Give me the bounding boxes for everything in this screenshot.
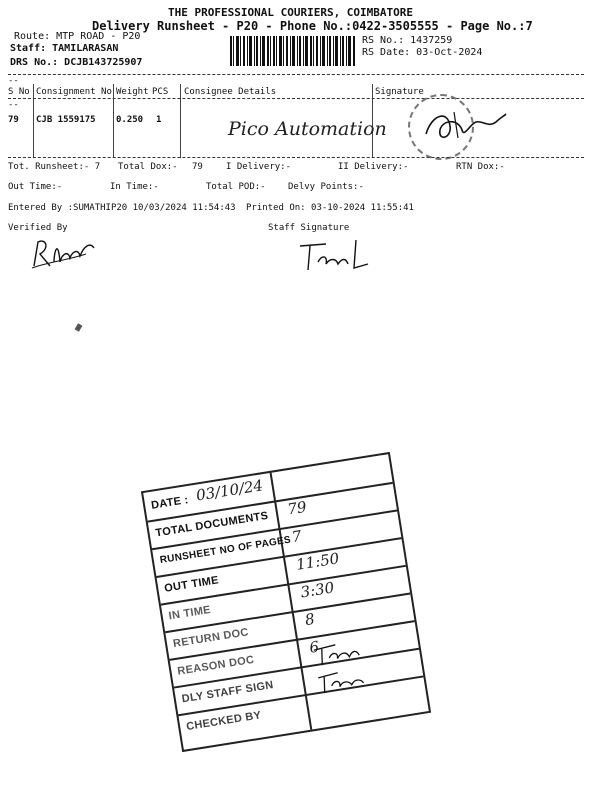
staff-signature	[296, 236, 376, 276]
printed-on: Printed On: 03-10-2024 11:55:41	[246, 203, 414, 213]
divider-mark: --	[8, 76, 19, 86]
row-sno: 79	[8, 115, 19, 125]
consignee-handwritten: Pico Automation	[228, 118, 387, 140]
stamp-reason-doc-value: 6	[308, 637, 321, 657]
out-time: Out Time:-	[8, 182, 63, 192]
staff-label: Staff: TAMILARASAN	[10, 43, 119, 54]
col-signature: Signature	[375, 87, 424, 97]
divider	[8, 74, 584, 75]
col-weight: Weight	[116, 87, 149, 97]
row-consignment: CJB 1559175	[36, 115, 96, 125]
rs-date: RS Date: 03-Oct-2024	[362, 47, 483, 58]
stamp-checker-signature	[313, 662, 386, 697]
total-pod: Total POD:-	[206, 182, 266, 192]
col-separator	[180, 84, 181, 158]
stamp-total-docs-label: TOTAL DOCUMENTS	[154, 509, 270, 540]
route-label: Route: MTP ROAD - P20	[14, 31, 141, 42]
total-dox-label: Total Dox:-	[118, 162, 178, 172]
divider-mark: --	[8, 100, 19, 110]
col-separator	[33, 84, 34, 158]
stamp-runsheet-pages-value: 7	[290, 526, 303, 547]
divider	[8, 98, 584, 99]
staff-signature-label: Staff Signature	[268, 223, 350, 233]
i-delivery: I Delivery:-	[226, 162, 292, 172]
stamp-date-value: 03/10/24	[194, 476, 265, 505]
divider	[8, 157, 584, 158]
stamp-out-time-value: 11:50	[294, 549, 341, 574]
verified-by-label: Verified By	[8, 223, 68, 233]
entered-by: Entered By :SUMATHIP20 10/03/2024 11:54:43	[8, 203, 236, 213]
drs-number: DRS No.: DCJB143725907	[10, 57, 143, 68]
stamp-return-doc-value: 8	[303, 609, 316, 630]
stamp-checked-by-label: CHECKED BY	[185, 709, 263, 734]
col-pcs: PCS	[152, 87, 169, 97]
stamp-in-time-value: 3:30	[299, 578, 336, 602]
ii-delivery: II Delivery:-	[338, 162, 409, 172]
stamp-staff-sign-label: DLY STAFF SIGN	[181, 679, 275, 706]
row-weight: 0.250	[116, 115, 144, 125]
stamp-reason-doc-label: REASON DOC	[176, 653, 256, 678]
in-time: In Time:-	[110, 182, 159, 192]
stamp-in-time-label: IN TIME	[167, 603, 212, 623]
barcode	[230, 36, 356, 66]
rs-number: RS No.: 1437259	[362, 35, 453, 46]
col-sno: S No	[8, 87, 30, 97]
delvy-points: Delvy Points:-	[288, 182, 364, 192]
recipient-signature	[418, 104, 508, 148]
col-separator	[113, 84, 114, 158]
row-pcs: 1	[156, 115, 162, 125]
stamp-return-doc-label: RETURN DOC	[172, 626, 250, 651]
stamp-date-label: DATE :	[150, 494, 190, 512]
stamp-out-time-label: OUT TIME	[163, 574, 220, 595]
delivery-stamp	[141, 452, 431, 752]
runsheet-title: Delivery Runsheet - P20 - Phone No.:0422-3505555 - Page No.:7	[92, 19, 533, 33]
stamp-runsheet-pages-label: RUNSHEET NO OF PAGES	[159, 534, 292, 567]
col-consignment: Consignment No	[36, 87, 112, 97]
rtn-dox: RTN Dox:-	[456, 162, 505, 172]
stamp-total-docs-value: 79	[286, 497, 308, 519]
total-dox-value: 79	[192, 162, 203, 172]
col-consignee: Consignee Details	[184, 87, 277, 97]
tot-runsheet: Tot. Runsheet:- 7	[8, 162, 101, 172]
company-title: THE PROFESSIONAL COURIERS, COIMBATORE	[168, 6, 414, 19]
speck	[75, 323, 83, 332]
verifier-signature	[28, 232, 108, 272]
